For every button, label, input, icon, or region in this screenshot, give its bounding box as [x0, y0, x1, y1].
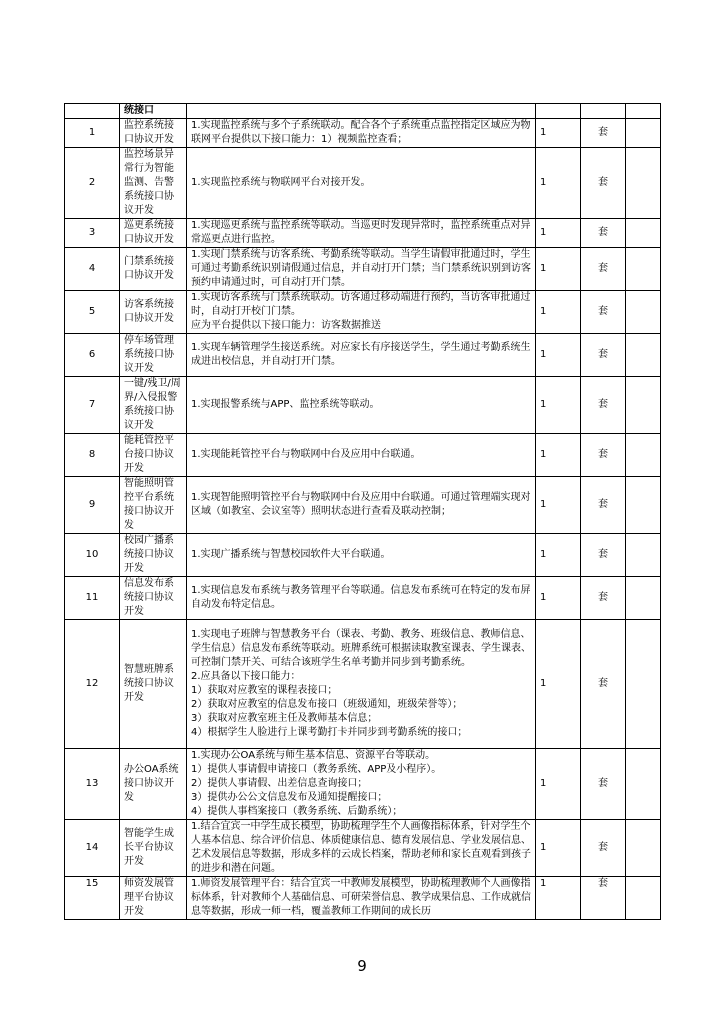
cell-name: 监控系统接口协议开发: [120, 119, 187, 148]
table-row: [65, 248, 661, 291]
cell-unit: [581, 104, 626, 119]
cell-extra: [626, 148, 661, 219]
cell-name: 门禁系统接口协议开发: [120, 248, 187, 291]
cell-no: 9: [65, 477, 120, 534]
cell-name: 能耗管控平台接口协议开发: [120, 434, 187, 477]
cell-no: 10: [65, 534, 120, 577]
cell-extra: [626, 577, 661, 620]
spec-table: [64, 103, 661, 920]
cell-extra: [626, 434, 661, 477]
cell-name: 停车场管理系统接口协议开发: [120, 334, 187, 377]
cell-no: 5: [65, 291, 120, 334]
table-row: [65, 820, 661, 877]
cell-qty: 1: [536, 477, 581, 534]
cell-extra: [626, 477, 661, 534]
cell-no: 11: [65, 577, 120, 620]
cell-qty: 1: [536, 534, 581, 577]
cell-extra: [626, 334, 661, 377]
cell-unit: 套: [581, 577, 626, 620]
cell-qty: 1: [536, 877, 581, 920]
cell-extra: [626, 820, 661, 877]
cell-qty: 1: [536, 434, 581, 477]
cell-unit: 套: [581, 434, 626, 477]
cell-extra: [626, 248, 661, 291]
cell-extra: [626, 119, 661, 148]
cell-qty: 1: [536, 248, 581, 291]
cell-no: 12: [65, 620, 120, 749]
table-row: [65, 377, 661, 434]
cell-desc: 1.实现监控系统与多个子系统联动。配合各个子系统重点监控指定区域应为物联网平台提供以下接口能力：1）视频监控查看；: [187, 119, 536, 148]
table-row: [65, 877, 661, 920]
cell-qty: 1: [536, 291, 581, 334]
cell-qty: 1: [536, 334, 581, 377]
cell-qty: 1: [536, 620, 581, 749]
cell-name: 监控场景异常行为智能监测、告警系统接口协议开发: [120, 148, 187, 219]
cell-desc: 1.实现监控系统与物联网平台对接开发。: [187, 148, 536, 219]
cell-no: 1: [65, 119, 120, 148]
cell-no: 2: [65, 148, 120, 219]
cell-desc: 1.实现办公OA系统与师生基本信息、资源平台等联动。 1）提供人事请假申请接口（教务系统、APP及小程序）。 2）提供人事请假、出差信息查询接口； 3）提供办公公文信息发布及通知提醒接口； 4）提供人事档案接口（教务系统、后勤系统）；: [187, 749, 536, 820]
table-row: [65, 620, 661, 749]
cell-extra: [626, 877, 661, 920]
table-row: [65, 477, 661, 534]
cell-extra: [626, 219, 661, 248]
cell-desc: 1.实现电子班牌与智慧教务平台（课表、考勤、教务、班级信息、教师信息、学生信息）信息发布系统等联动。班牌系统可根据读取教室课表、学生课表、可控制门禁开关、可结合该班学生名单考勤并同步到考勤系统。 2.应具备以下接口能力： 1）获取对应教室的课程表接口； 2）获取对应教室的信息发布接口（班级通知，班级荣誉等）； 3）获取对应教室班主任及教师基本信息； 4）根据学生人脸进行上课考勤打卡并同步到考勤系统的接口；: [187, 620, 536, 749]
cell-qty: 1: [536, 377, 581, 434]
cell-qty: [536, 104, 581, 119]
cell-qty: 1: [536, 820, 581, 877]
cell-no: 15: [65, 877, 120, 920]
cell-no: 6: [65, 334, 120, 377]
cell-name: 访客系统接口协议开发: [120, 291, 187, 334]
cell-no: 3: [65, 219, 120, 248]
cell-desc: 1.实现报警系统与APP、监控系统等联动。: [187, 377, 536, 434]
cell-desc: 1.结合宜宾一中学生成长模型，协助梳理学生个人画像指标体系，针对学生个人基本信息、综合评价信息、体质健康信息、德育发展信息、学业发展信息、艺术发展信息等数据，形成多样的云成长档案，帮助老师和家长直观看到孩子的进步和潜在问题。: [187, 820, 536, 877]
cell-unit: 套: [581, 219, 626, 248]
cell-name: 办公OA系统接口协议开发: [120, 749, 187, 820]
cell-extra: [626, 104, 661, 119]
cell-unit: 套: [581, 334, 626, 377]
cell-name: 信息发布系统接口协议开发: [120, 577, 187, 620]
cell-name: 校园广播系统接口协议开发: [120, 534, 187, 577]
cell-qty: 1: [536, 219, 581, 248]
cell-unit: 套: [581, 477, 626, 534]
cell-extra: [626, 534, 661, 577]
cell-name: 智能学生成长平台协议开发: [120, 820, 187, 877]
cell-unit: 套: [581, 620, 626, 749]
cell-name: 统接口: [120, 104, 187, 119]
table-row: [65, 119, 661, 148]
cell-extra: [626, 377, 661, 434]
cell-desc: 1.实现能耗管控平台与物联网中台及应用中台联通。: [187, 434, 536, 477]
table-row-continuation: [65, 104, 661, 119]
cell-unit: 套: [581, 119, 626, 148]
table-row: [65, 334, 661, 377]
cell-no: 4: [65, 248, 120, 291]
table-row: [65, 291, 661, 334]
cell-unit: 套: [581, 148, 626, 219]
cell-extra: [626, 749, 661, 820]
cell-name: 智慧班牌系统接口协议开发: [120, 620, 187, 749]
cell-unit: 套: [581, 877, 626, 920]
cell-extra: [626, 620, 661, 749]
cell-unit: 套: [581, 377, 626, 434]
cell-unit: 套: [581, 534, 626, 577]
cell-qty: 1: [536, 749, 581, 820]
cell-desc: 1.实现巡更系统与监控系统等联动。当巡更时发现异常时，监控系统重点对异常巡更点进行监控。: [187, 219, 536, 248]
cell-desc: 1.实现广播系统与智慧校园软件大平台联通。: [187, 534, 536, 577]
cell-desc: 1.实现车辆管理学生接送系统。对应家长有序接送学生，学生通过考勤系统生成进出校信息，并自动打开门禁。: [187, 334, 536, 377]
cell-desc: 1.实现门禁系统与访客系统、考勤系统等联动。当学生请假审批通过时，学生可通过考勤系统识别请假通过信息，并自动打开门禁；当门禁系统识别到访客预约申请通过时，可自动打开门禁。: [187, 248, 536, 291]
spec-table-body: [65, 104, 661, 920]
table-row: [65, 434, 661, 477]
cell-desc: 1.师资发展管理平台：结合宜宾一中教师发展模型，协助梳理教师个人画像指标体系，针对教师个人基础信息、可研荣誉信息、教学成果信息、工作成就信息等数据，形成一师一档，覆盖教师工作期间的成长历: [187, 877, 536, 920]
table-row: [65, 749, 661, 820]
table-row: [65, 219, 661, 248]
cell-no: 13: [65, 749, 120, 820]
cell-unit: 套: [581, 820, 626, 877]
cell-name: 一键/残卫/周界/入侵报警系统接口协议开发: [120, 377, 187, 434]
cell-name: 师资发展管理平台协议开发: [120, 877, 187, 920]
cell-name: 智能照明管控平台系统接口协议开发: [120, 477, 187, 534]
table-row: [65, 148, 661, 219]
cell-unit: 套: [581, 291, 626, 334]
cell-no: 7: [65, 377, 120, 434]
cell-no: 14: [65, 820, 120, 877]
cell-qty: 1: [536, 148, 581, 219]
cell-extra: [626, 291, 661, 334]
table-row: [65, 577, 661, 620]
cell-unit: 套: [581, 248, 626, 291]
cell-desc: 1.实现智能照明管控平台与物联网中台及应用中台联通。可通过管理端实现对区域（如教室、会议室等）照明状态进行查看及联动控制；: [187, 477, 536, 534]
cell-desc: [187, 104, 536, 119]
cell-no: [65, 104, 120, 119]
cell-no: 8: [65, 434, 120, 477]
cell-qty: 1: [536, 119, 581, 148]
cell-desc: 1.实现信息发布系统与教务管理平台等联通。信息发布系统可在特定的发布屏自动发布特定信息。: [187, 577, 536, 620]
cell-name: 巡更系统接口协议开发: [120, 219, 187, 248]
table-row: [65, 534, 661, 577]
cell-unit: 套: [581, 749, 626, 820]
page-number: 9: [357, 957, 367, 975]
cell-qty: 1: [536, 577, 581, 620]
cell-desc: 1.实现访客系统与门禁系统联动。访客通过移动端进行预约，当访客审批通过时，自动打开校门门禁。 应为平台提供以下接口能力：访客数据推送: [187, 291, 536, 334]
